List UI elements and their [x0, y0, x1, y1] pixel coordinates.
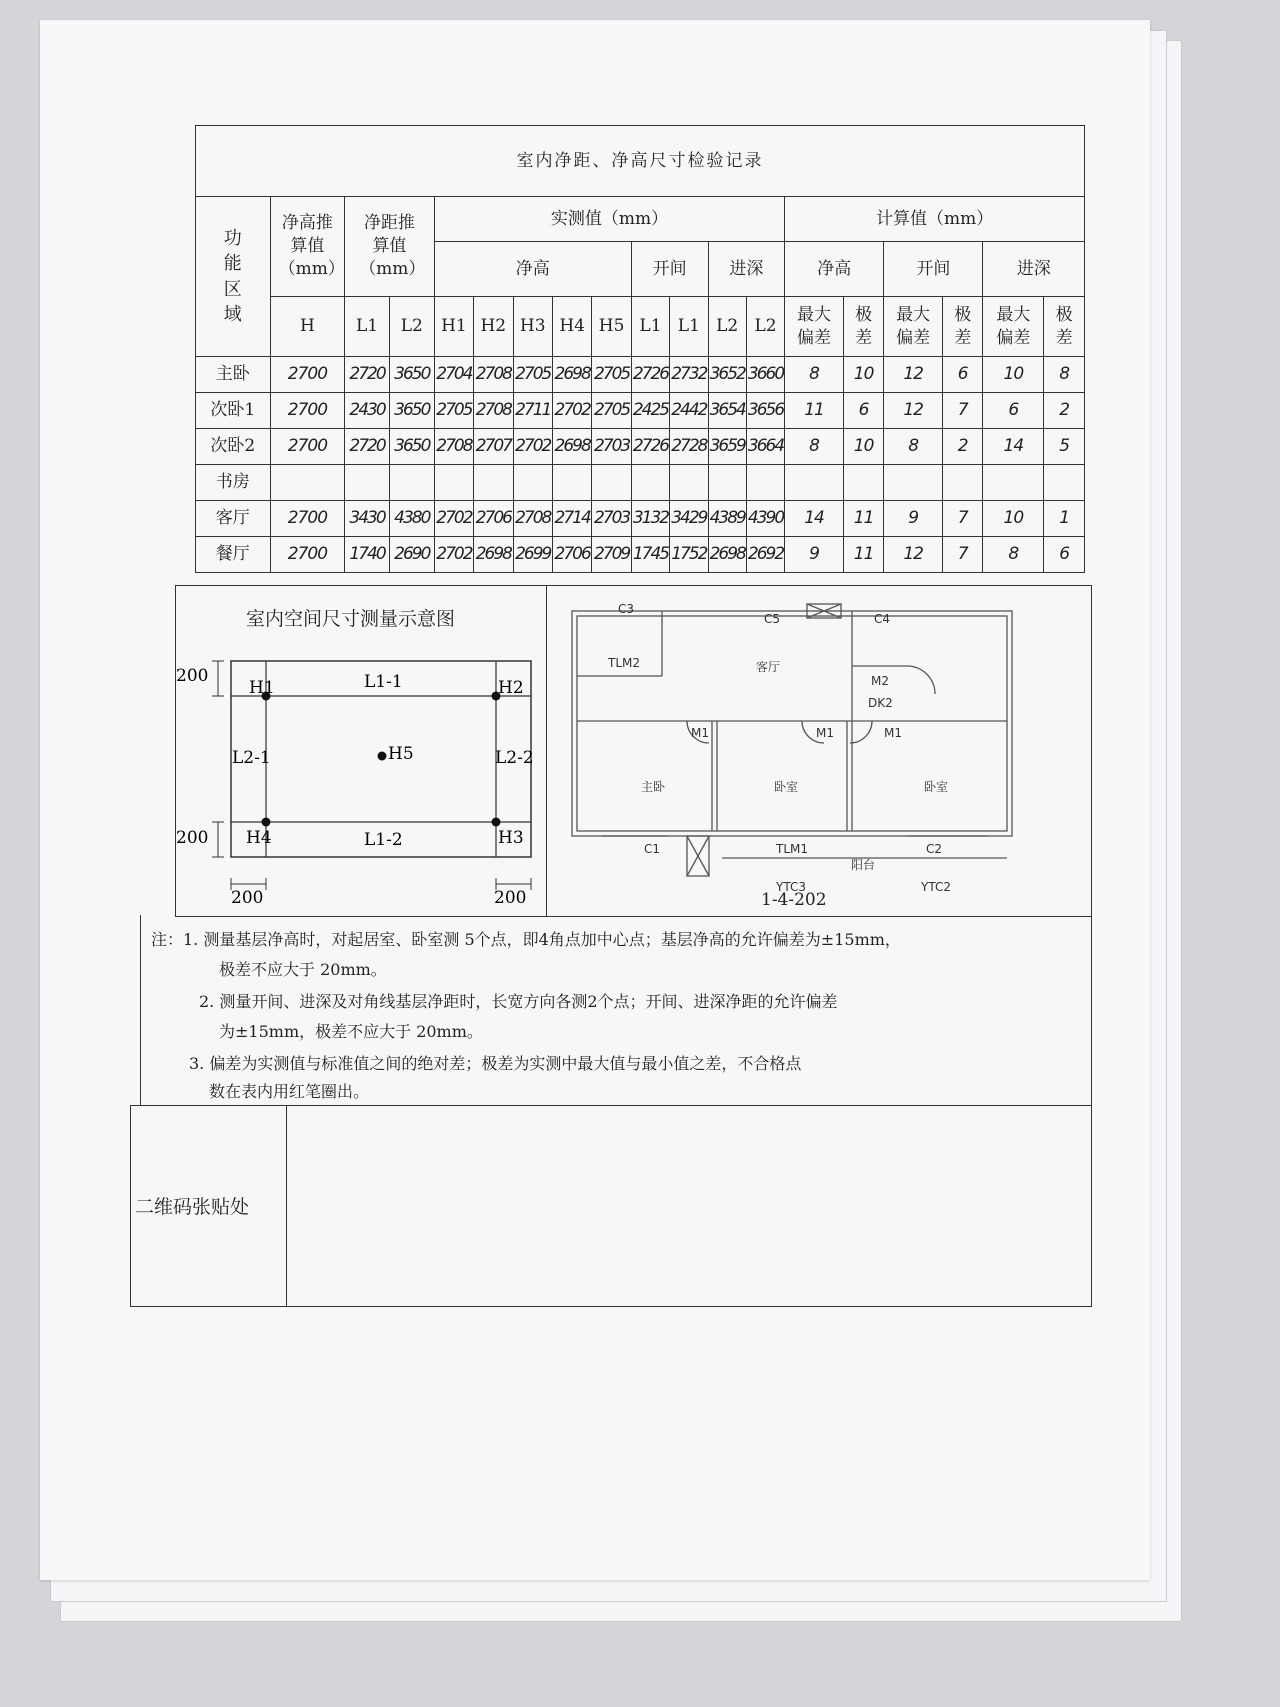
- cell-calc-2: 6: [843, 393, 884, 429]
- measured-header: 实测值（mm）: [434, 197, 785, 242]
- point-h4: [262, 818, 271, 827]
- cell-bay-2: 2732: [670, 357, 708, 393]
- plan-unit-number: 1-4-202: [761, 890, 827, 910]
- col-h2-header: H2: [474, 297, 513, 357]
- cell-depth-2: [746, 465, 784, 501]
- cell-l1: 2720: [345, 429, 390, 465]
- plan-bedroom-1: 卧室: [774, 780, 799, 794]
- cell-bay-2: 3429: [670, 501, 708, 537]
- cell-bay-1: 3132: [631, 501, 669, 537]
- plan-outer-wall: [572, 611, 1012, 836]
- cell-h3: 2699: [513, 537, 552, 573]
- cell-l2: 3650: [389, 357, 434, 393]
- cell-h5: 2709: [592, 537, 631, 573]
- cell-calc-3: 12: [884, 393, 943, 429]
- dim-200-bottom-left: 200: [231, 888, 264, 908]
- cell-depth-2: 2692: [746, 537, 784, 573]
- dim-200-top: 200: [176, 666, 209, 686]
- room-name: 次卧2: [196, 429, 271, 465]
- cell-bay-2: [670, 465, 708, 501]
- cell-bay-2: 2728: [670, 429, 708, 465]
- cell-l2: 3650: [389, 393, 434, 429]
- form-title: 室内净距、净高尺寸检验记录: [196, 126, 1085, 197]
- floor-plan: [547, 586, 1092, 916]
- measured-bay-header: 开间: [631, 242, 708, 297]
- qr-label: 二维码张贴处: [135, 1196, 250, 1218]
- cell-depth-2: 4390: [746, 501, 784, 537]
- cell-h3: 2711: [513, 393, 552, 429]
- cell-h: 2700: [270, 429, 345, 465]
- room-name: 客厅: [196, 501, 271, 537]
- cell-calc-2: [843, 465, 884, 501]
- cell-calc-5: [983, 465, 1044, 501]
- col-depth-l2-header: L2: [708, 297, 746, 357]
- plan-ytc3: YTC3: [776, 880, 806, 894]
- calc-bay-maxdev-header: 最大偏差: [884, 297, 943, 357]
- cell-calc-3: 12: [884, 537, 943, 573]
- cell-calc-5: 14: [983, 429, 1044, 465]
- dim-200-left: 200: [176, 828, 209, 848]
- cell-calc-1: [785, 465, 844, 501]
- cell-l2: 4380: [389, 501, 434, 537]
- inspection-sheet: [40, 20, 1150, 1580]
- cell-h5: [592, 465, 631, 501]
- qr-panel: [130, 1105, 1092, 1307]
- table-row: [196, 465, 1085, 501]
- table-row: [196, 393, 1085, 429]
- lower-section: [135, 585, 1100, 1375]
- cell-h: 2700: [270, 393, 345, 429]
- plan-balcony: 阳台: [851, 858, 876, 872]
- cell-h2: 2698: [474, 537, 513, 573]
- cell-h2: 2707: [474, 429, 513, 465]
- col-l1-header: L1: [345, 297, 390, 357]
- notes-panel: [140, 915, 1092, 1106]
- cell-calc-6: 5: [1044, 429, 1085, 465]
- cell-calc-4: 6: [942, 357, 983, 393]
- cell-bay-2: 1752: [670, 537, 708, 573]
- cell-h3: [513, 465, 552, 501]
- calc-depth-maxdev-header: 最大偏差: [983, 297, 1044, 357]
- plan-c4: C4: [874, 612, 891, 626]
- cell-calc-2: 11: [843, 537, 884, 573]
- note-2-line-1: 2. 测量开间、进深及对角线基层净距时，长宽方向各测2个点；开间、进深净距的允许偏差: [199, 992, 838, 1011]
- cell-h1: 2702: [434, 537, 473, 573]
- plan-master-bedroom: 主卧: [641, 780, 666, 794]
- cell-calc-4: 7: [942, 501, 983, 537]
- label-h4: H4: [246, 828, 272, 848]
- cell-l2: 3650: [389, 429, 434, 465]
- qr-divider: [286, 1106, 287, 1306]
- cell-h2: 2708: [474, 393, 513, 429]
- cell-h1: 2702: [434, 501, 473, 537]
- cell-l1: 2720: [345, 357, 390, 393]
- plan-c5: C5: [764, 612, 781, 626]
- label-h1: H1: [249, 678, 275, 698]
- cell-h5: 2703: [592, 429, 631, 465]
- area-header: 功能区域: [196, 197, 271, 357]
- cell-h: 2700: [270, 357, 345, 393]
- plan-living-room: 客厅: [756, 660, 781, 674]
- cell-h4: 2706: [552, 537, 591, 573]
- cell-calc-3: 9: [884, 501, 943, 537]
- cell-h1: [434, 465, 473, 501]
- label-h3: H3: [498, 828, 524, 848]
- distance-estimate-header: 净距推算值（mm）: [345, 197, 435, 297]
- point-h5: [378, 752, 387, 761]
- col-l2-header: L2: [389, 297, 434, 357]
- cell-h5: 2705: [592, 393, 631, 429]
- plan-bedroom-2: 卧室: [924, 780, 949, 794]
- cell-h5: 2703: [592, 501, 631, 537]
- measured-net-height-header: 净高: [434, 242, 631, 297]
- col-bay-l1-header: L1: [631, 297, 669, 357]
- cell-h4: [552, 465, 591, 501]
- col-h1-header: H1: [434, 297, 473, 357]
- cell-l2: 2690: [389, 537, 434, 573]
- calc-depth-range-header: 极差: [1044, 297, 1085, 357]
- calc-bay-header: 开间: [884, 242, 983, 297]
- diagram-title: 室内空间尺寸测量示意图: [246, 608, 456, 630]
- cell-l1: 3430: [345, 501, 390, 537]
- table-row: [196, 537, 1085, 573]
- plan-m1-a: M1: [691, 726, 709, 740]
- col-h4-header: H4: [552, 297, 591, 357]
- col-bay-l1b-header: L1: [670, 297, 708, 357]
- label-l2-2: L2-2: [495, 748, 534, 768]
- cell-bay-1: 2425: [631, 393, 669, 429]
- cell-h: 2700: [270, 501, 345, 537]
- label-l2-1: L2-1: [232, 748, 271, 768]
- cell-calc-1: 8: [785, 429, 844, 465]
- cell-h5: 2705: [592, 357, 631, 393]
- cell-calc-6: 1: [1044, 501, 1085, 537]
- cell-calc-5: 10: [983, 357, 1044, 393]
- room-name: 次卧1: [196, 393, 271, 429]
- cell-calc-1: 8: [785, 357, 844, 393]
- plan-c2: C2: [926, 842, 943, 856]
- cell-calc-1: 11: [785, 393, 844, 429]
- cell-depth-1: 3659: [708, 429, 746, 465]
- cell-depth-1: [708, 465, 746, 501]
- calc-bay-range-header: 极差: [942, 297, 983, 357]
- note-3-line-1: 3. 偏差为实测值与标准值之间的绝对差；极差为实测中最大值与最小值之差，不合格点: [189, 1054, 802, 1073]
- label-h5: H5: [388, 744, 414, 764]
- door-swing-4: [907, 666, 935, 694]
- cell-h3: 2708: [513, 501, 552, 537]
- cell-bay-2: 2442: [670, 393, 708, 429]
- col-h-header: H: [270, 297, 345, 357]
- cell-h3: 2705: [513, 357, 552, 393]
- cell-calc-4: 7: [942, 393, 983, 429]
- calc-net-height-header: 净高: [785, 242, 884, 297]
- cell-calc-2: 10: [843, 429, 884, 465]
- cell-bay-1: 2726: [631, 357, 669, 393]
- cell-h1: 2705: [434, 393, 473, 429]
- cell-calc-4: 7: [942, 537, 983, 573]
- cell-depth-1: 2698: [708, 537, 746, 573]
- plan-m1-b: M1: [816, 726, 834, 740]
- label-h2: H2: [498, 678, 524, 698]
- cell-calc-6: [1044, 465, 1085, 501]
- cell-bay-1: 2726: [631, 429, 669, 465]
- cell-h: [270, 465, 345, 501]
- calc-header: 计算值（mm）: [785, 197, 1085, 242]
- cell-h4: 2714: [552, 501, 591, 537]
- cell-h2: 2706: [474, 501, 513, 537]
- col-depth-l2b-header: L2: [746, 297, 784, 357]
- cell-h1: 2704: [434, 357, 473, 393]
- plan-c3: C3: [618, 602, 635, 616]
- cell-calc-6: 6: [1044, 537, 1085, 573]
- plan-c1: C1: [644, 842, 661, 856]
- plan-tlm2: TLM2: [608, 656, 641, 670]
- room-name: 主卧: [196, 357, 271, 393]
- cell-calc-2: 11: [843, 501, 884, 537]
- cell-l1: 1740: [345, 537, 390, 573]
- inspection-table: [195, 125, 1085, 573]
- label-l1-1: L1-1: [364, 672, 403, 692]
- col-h3-header: H3: [513, 297, 552, 357]
- cell-calc-6: 2: [1044, 393, 1085, 429]
- dim-200-bottom-right: 200: [494, 888, 527, 908]
- room-name: 书房: [196, 465, 271, 501]
- note-1-line-1: 注：1. 测量基层净高时，对起居室、卧室测 5个点，即4角点加中心点；基层净高的允许偏差为±15mm，: [151, 930, 901, 949]
- plan-inner-wall: [577, 616, 1007, 831]
- note-3-line-2: 数在表内用红笔圈出。: [209, 1082, 370, 1101]
- cell-calc-5: 6: [983, 393, 1044, 429]
- calc-depth-header: 进深: [983, 242, 1085, 297]
- col-h5-header: H5: [592, 297, 631, 357]
- table-row: [196, 357, 1085, 393]
- cell-h4: 2698: [552, 357, 591, 393]
- inspection-form: [135, 105, 1100, 1415]
- cell-calc-3: 12: [884, 357, 943, 393]
- cell-h3: 2702: [513, 429, 552, 465]
- cell-calc-4: [942, 465, 983, 501]
- cell-h4: 2698: [552, 429, 591, 465]
- cell-calc-1: 9: [785, 537, 844, 573]
- cell-h: 2700: [270, 537, 345, 573]
- plan-dk2: DK2: [868, 696, 893, 710]
- cell-calc-3: [884, 465, 943, 501]
- plan-m2: M2: [871, 674, 889, 688]
- plan-m1-c: M1: [884, 726, 902, 740]
- cell-depth-1: 3652: [708, 357, 746, 393]
- cell-h2: 2708: [474, 357, 513, 393]
- cell-calc-5: 10: [983, 501, 1044, 537]
- cell-depth-2: 3664: [746, 429, 784, 465]
- cell-calc-5: 8: [983, 537, 1044, 573]
- label-l1-2: L1-2: [364, 830, 403, 850]
- cell-depth-2: 3660: [746, 357, 784, 393]
- table-row: [196, 501, 1085, 537]
- cell-h2: [474, 465, 513, 501]
- table-row: [196, 429, 1085, 465]
- cell-calc-4: 2: [942, 429, 983, 465]
- cell-calc-6: 8: [1044, 357, 1085, 393]
- height-estimate-header: 净高推算值（mm）: [270, 197, 345, 297]
- calc-height-range-header: 极差: [843, 297, 884, 357]
- cell-h4: 2702: [552, 393, 591, 429]
- diagram-panel: [175, 585, 1092, 917]
- cell-l1: [345, 465, 390, 501]
- cell-depth-1: 3654: [708, 393, 746, 429]
- room-name: 餐厅: [196, 537, 271, 573]
- cell-bay-1: 1745: [631, 537, 669, 573]
- plan-ytc2: YTC2: [921, 880, 951, 894]
- plan-tlm1: TLM1: [776, 842, 809, 856]
- cell-bay-1: [631, 465, 669, 501]
- note-2-line-2: 为±15mm，极差不应大于 20mm。: [219, 1022, 483, 1041]
- calc-height-maxdev-header: 最大偏差: [785, 297, 844, 357]
- door-swing-3: [850, 721, 872, 743]
- cell-calc-2: 10: [843, 357, 884, 393]
- note-1-line-2: 极差不应大于 20mm。: [219, 960, 387, 979]
- cell-h1: 2708: [434, 429, 473, 465]
- cell-l2: [389, 465, 434, 501]
- cell-depth-2: 3656: [746, 393, 784, 429]
- measured-depth-header: 进深: [708, 242, 785, 297]
- cell-calc-1: 14: [785, 501, 844, 537]
- cell-depth-1: 4389: [708, 501, 746, 537]
- cell-calc-3: 8: [884, 429, 943, 465]
- point-h3: [492, 818, 501, 827]
- cell-l1: 2430: [345, 393, 390, 429]
